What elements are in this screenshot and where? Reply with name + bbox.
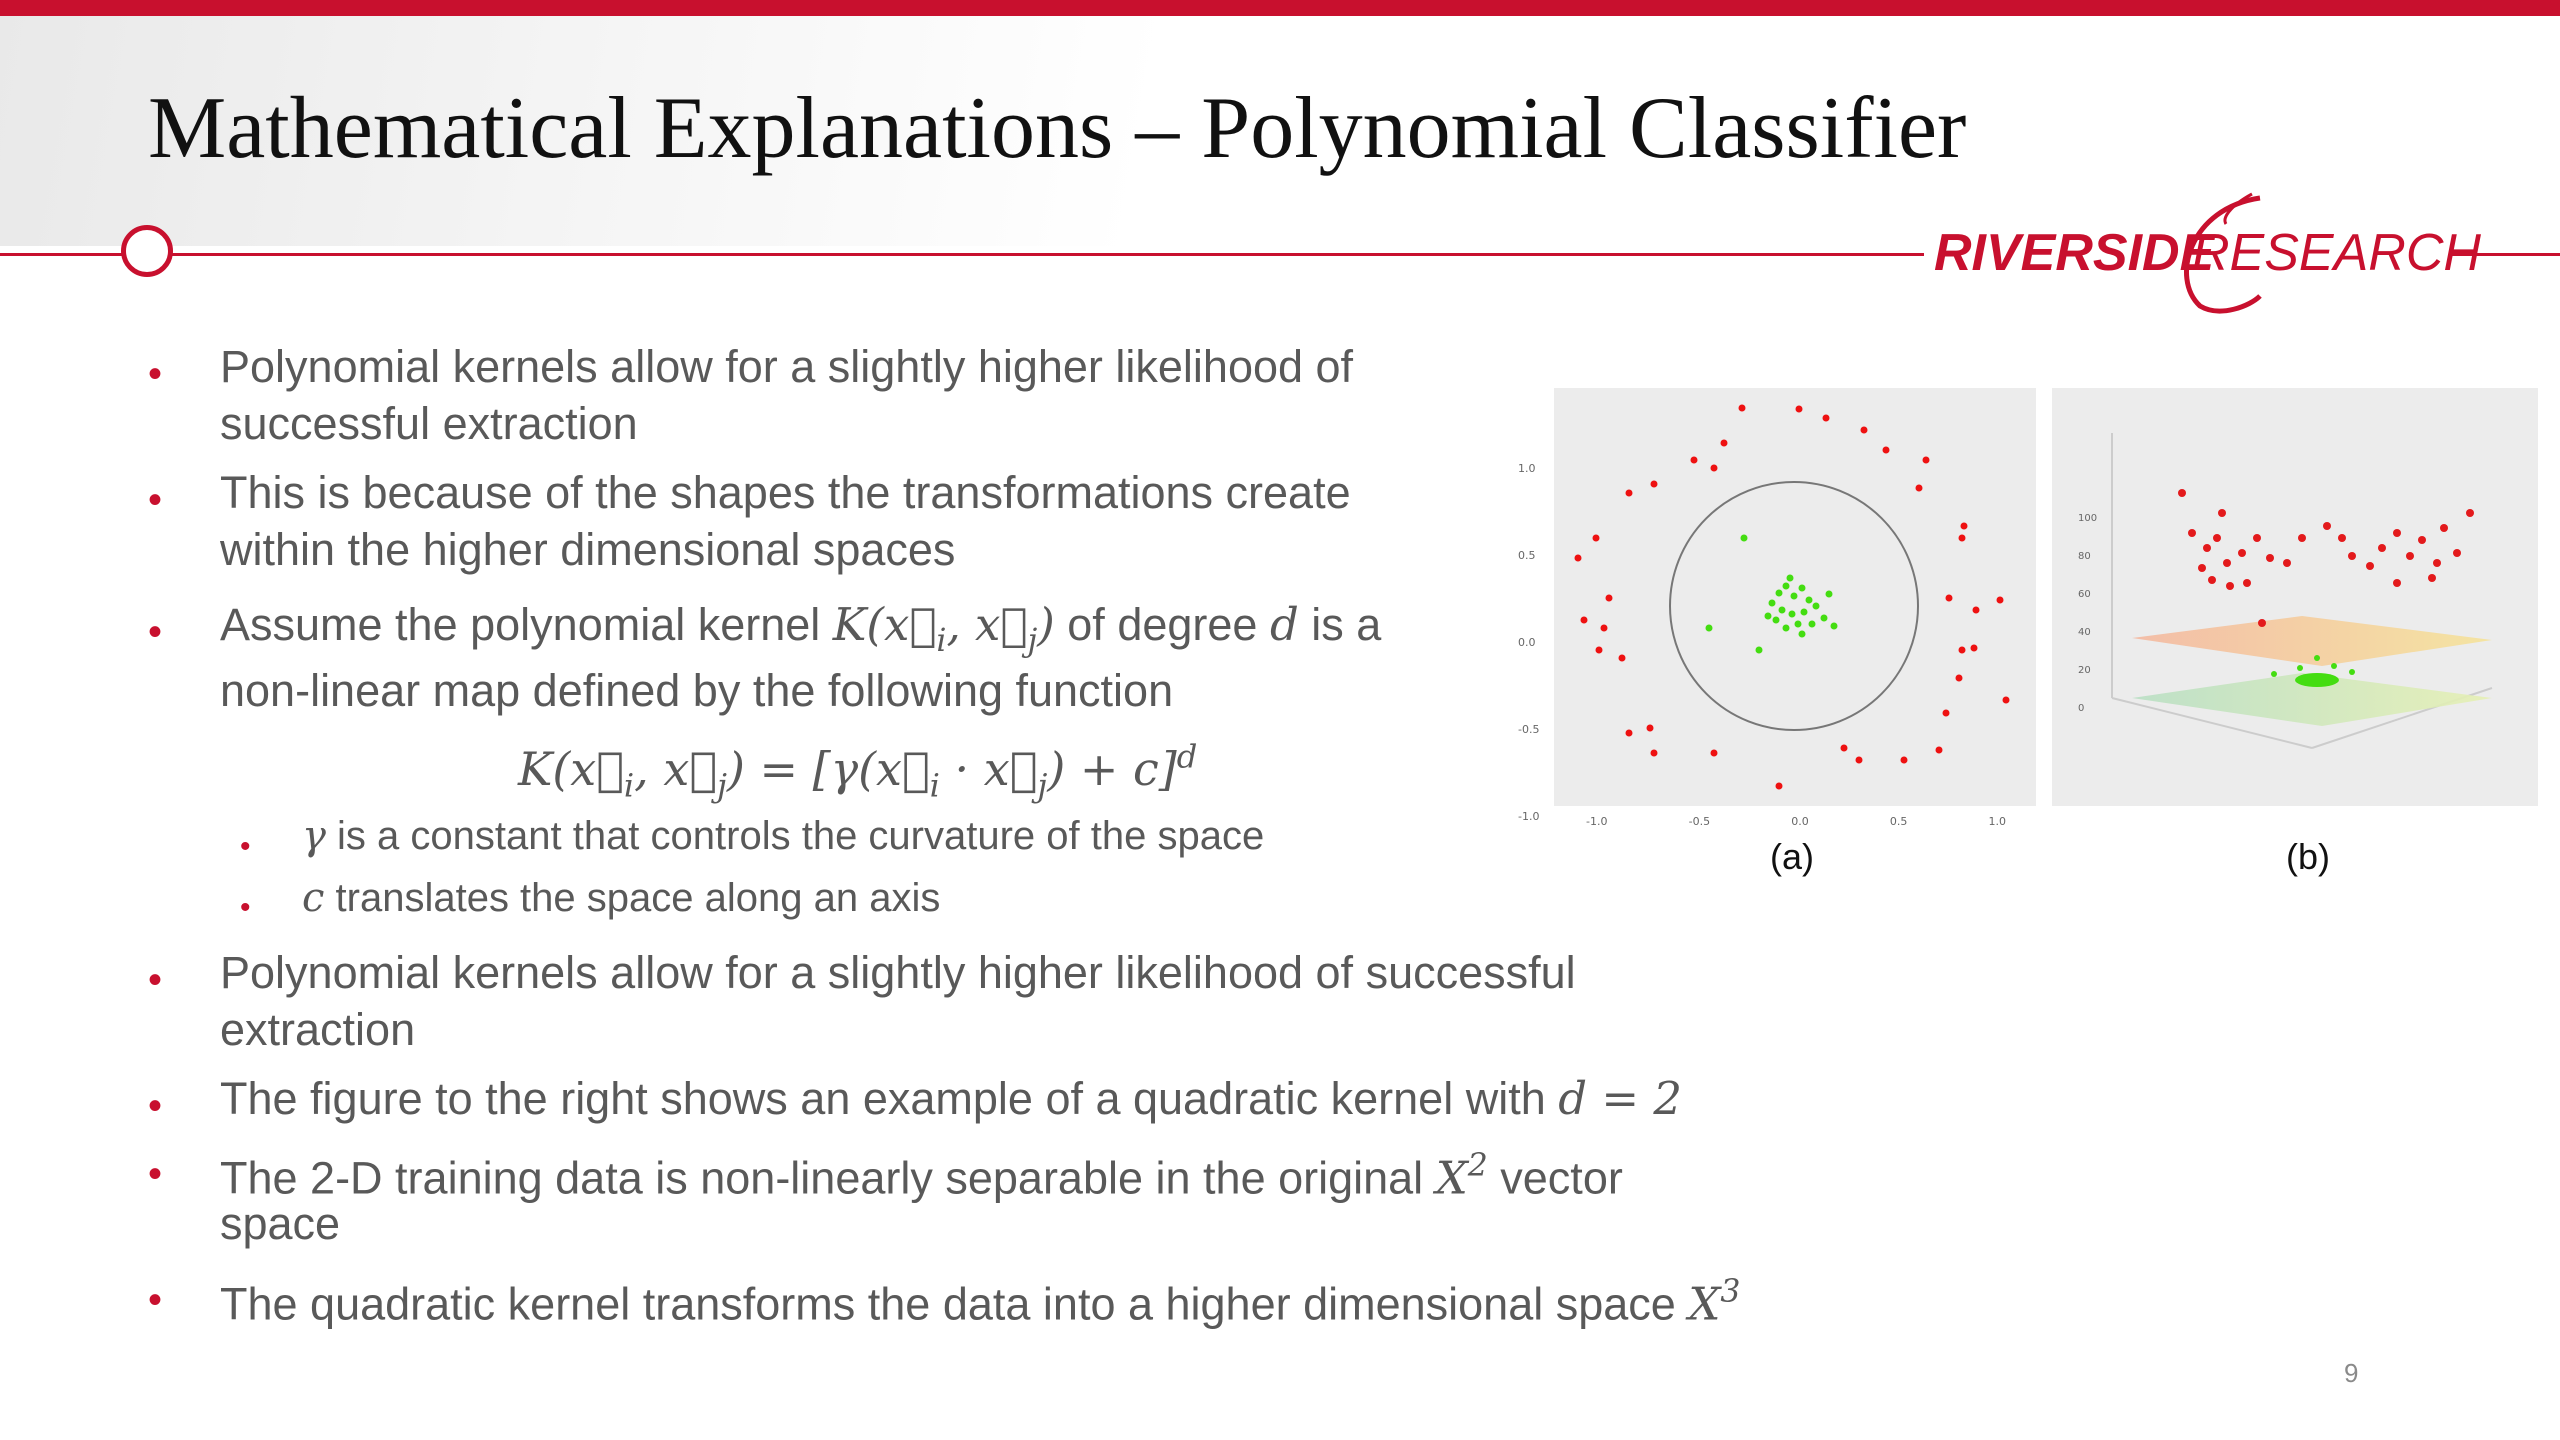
kernel-symbol: $K(x⃗_i$, $x⃗_j$)	[832, 598, 1055, 660]
bullet-6-text-a: The 2-D training data is non-linearly separable in the original	[220, 1152, 1436, 1204]
bullet-marker: •	[148, 610, 163, 654]
y-tick: 0.0	[1518, 636, 1536, 649]
z-tick: 80	[2078, 551, 2091, 562]
bullet-6-line-1	[220, 1138, 1623, 1206]
title-rule-circle	[121, 225, 173, 277]
figure-b-plot	[2052, 388, 2538, 806]
bullet-marker: •	[148, 478, 163, 522]
bullet-marker: •	[148, 352, 163, 396]
x-tick: -0.5	[1688, 815, 1711, 828]
z-tick: 40	[2078, 627, 2091, 638]
bullet-1-line-1: Polynomial kernels allow for a slightly higher likelihood of	[220, 341, 1354, 392]
degree-symbol: d	[1269, 598, 1299, 651]
slide-title: Mathematical Explanations – Polynomial Classifier	[148, 80, 1967, 177]
bullet-marker: •	[148, 1084, 163, 1128]
bullet-5	[220, 1070, 1682, 1127]
bullet-2-line-2: within the higher dimensional spaces	[220, 524, 956, 575]
x-tick: -1.0	[1586, 815, 1608, 828]
x-tick: 1.0	[1988, 815, 2006, 828]
bullet-3-line-2: non-linear map defined by the following function	[220, 665, 1174, 716]
figure-b-caption: (b)	[2286, 836, 2330, 877]
sub-bullet-marker: •	[240, 891, 251, 924]
y-tick: 0.5	[1518, 549, 1536, 562]
z-tick: 0	[2078, 703, 2085, 714]
figure-a-x-ticks	[1586, 815, 2006, 828]
x-symbol: X	[1435, 1151, 1468, 1205]
x-exponent: 3	[1720, 1274, 1741, 1310]
bullet-marker: •	[148, 1152, 163, 1196]
sub-bullet-2	[302, 870, 940, 927]
bullet-6-text-b: vector	[1487, 1152, 1623, 1204]
y-tick: -1.0	[1518, 810, 1540, 823]
sub-bullet-2-text: translates the space along an axis	[324, 876, 941, 920]
bullet-4-line-1: Polynomial kernels allow for a slightly higher likelihood of successful	[220, 947, 1576, 998]
riverside-research-logo	[1930, 188, 2481, 318]
x-tick: 0.0	[1791, 815, 1809, 828]
y-tick: 1.0	[1518, 462, 1536, 475]
bullet-3-text-b: of degree	[1054, 599, 1270, 650]
bullet-marker: •	[148, 958, 163, 1002]
figure-a-y-ticks	[1518, 425, 1539, 860]
bullet-3-line-1	[220, 596, 1381, 670]
bullet-2-line-1: This is because of the shapes the transformations create	[220, 467, 1351, 518]
bullet-3-text-c: is a	[1298, 599, 1382, 650]
bullet-4-line-2: extraction	[220, 1004, 416, 1055]
bullet-1-line-2: successful extraction	[220, 398, 638, 449]
top-accent-bar	[0, 0, 2560, 16]
title-rule-middle	[172, 253, 1924, 256]
bullet-3-text-a: Assume the polynomial kernel	[220, 599, 833, 650]
bullet-5-math: d = 2	[1558, 1072, 1682, 1125]
sub-bullet-marker: •	[240, 830, 251, 863]
title-rule-left	[0, 253, 122, 256]
logo-left-text: RIVERSIDE	[1934, 224, 2215, 282]
x-exponent: 2	[1467, 1148, 1488, 1184]
logo-right-text: RESEARCH	[2192, 224, 2481, 282]
x-tick: 0.5	[1889, 815, 1908, 828]
sub-bullet-1-text: is a constant that controls the curvature of the space	[325, 814, 1265, 858]
z-tick: 20	[2078, 665, 2091, 676]
bullet-7	[220, 1264, 1740, 1332]
figure-b-z-ticks	[2078, 500, 2097, 728]
figure-a-plot	[1554, 388, 2036, 806]
z-tick: 60	[2078, 589, 2091, 600]
bullet-6-line-2: space	[220, 1198, 341, 1249]
z-tick: 100	[2078, 513, 2098, 524]
x-symbol: X	[1688, 1277, 1721, 1331]
sub-bullet-1	[302, 808, 1264, 865]
page-number: 9	[2344, 1358, 2359, 1388]
c-symbol: c	[302, 875, 325, 921]
bullet-marker: •	[148, 1278, 163, 1322]
figure-a-caption: (a)	[1770, 836, 1814, 877]
bullet-7-text: The quadratic kernel transforms the data into a higher dimensional space	[220, 1278, 1689, 1330]
y-tick: -0.5	[1518, 723, 1540, 736]
gamma-symbol: γ	[302, 813, 326, 859]
kernel-equation: $K(x⃗_i$, $x⃗_j$) = [$\gamma(x⃗_i$ · $x⃗_j) + c]^d$	[518, 737, 1198, 804]
bullet-5-text: The figure to the right shows an example of a quadratic kernel with	[220, 1073, 1559, 1124]
